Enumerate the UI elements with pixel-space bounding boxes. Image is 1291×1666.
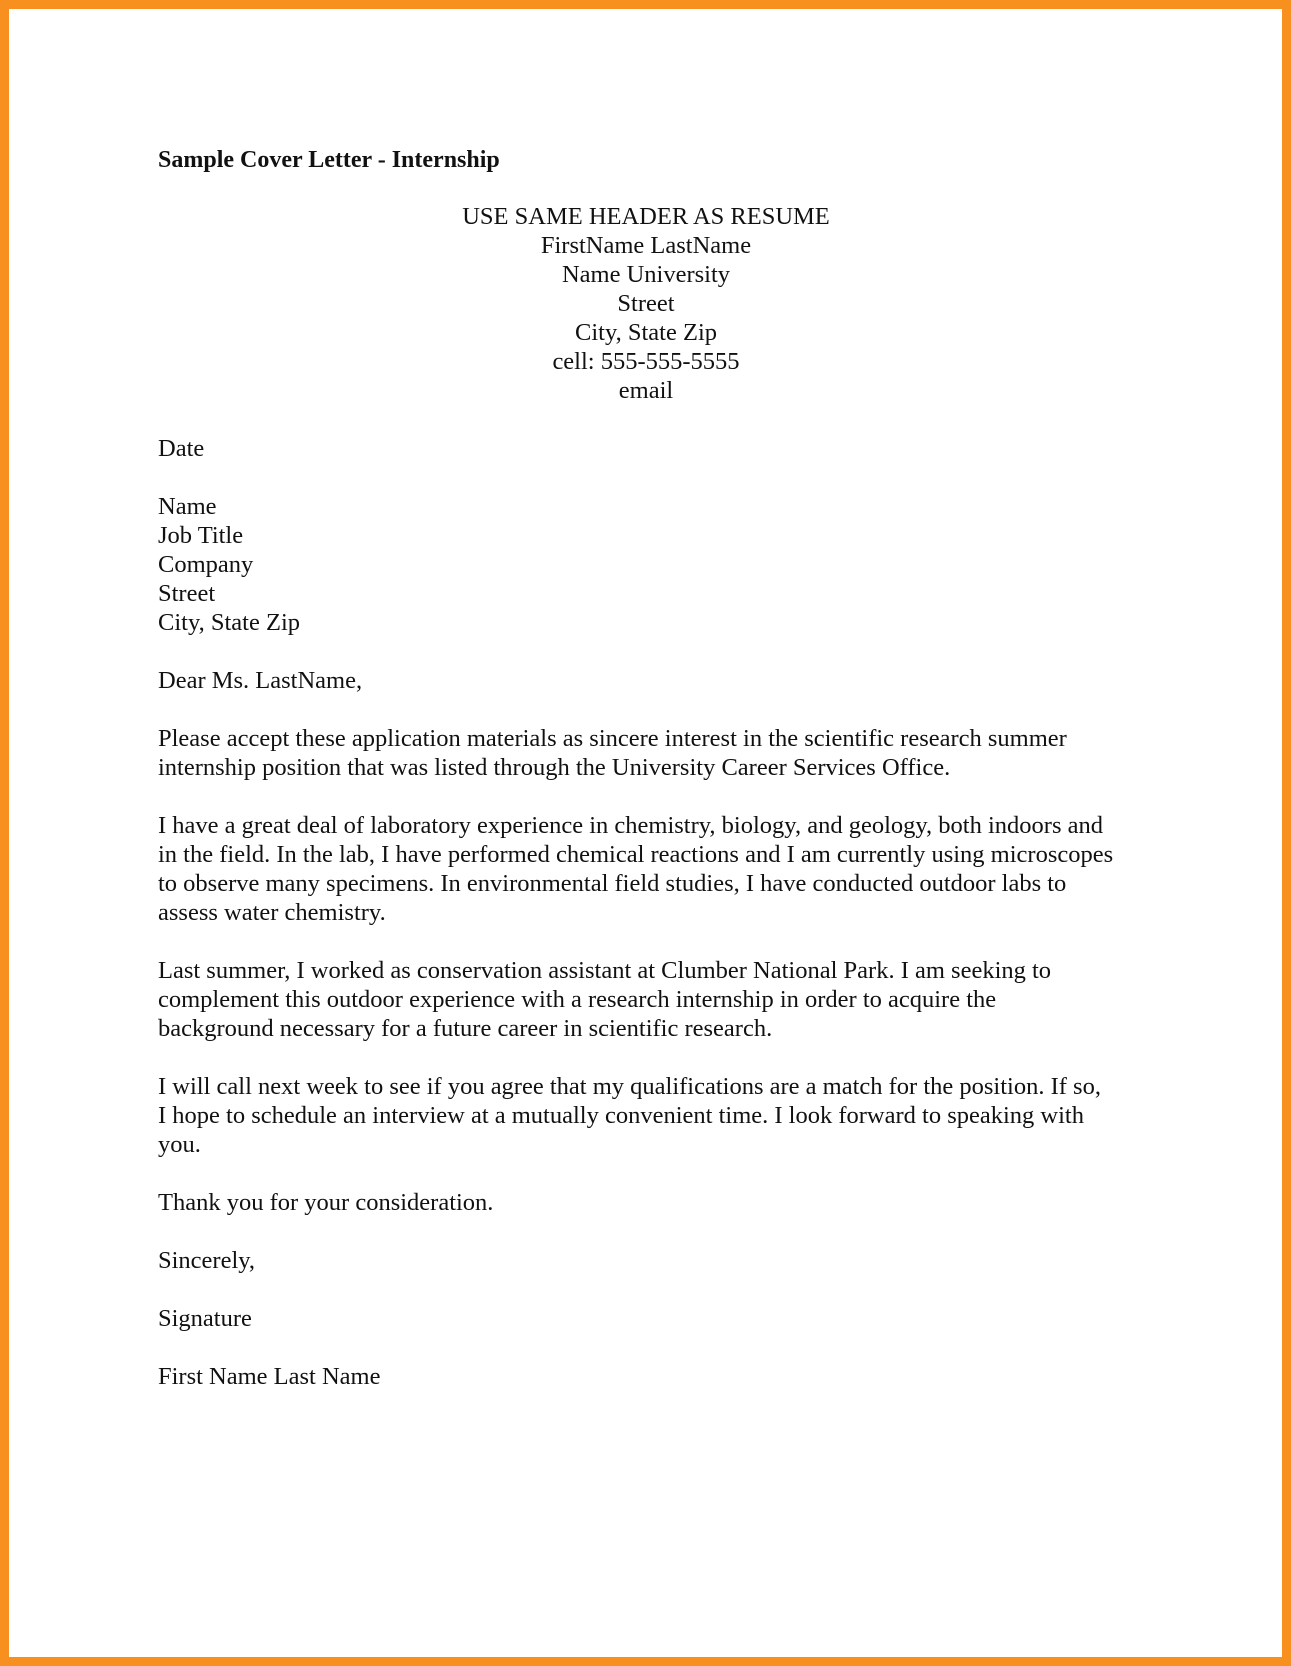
sender-header: [158, 202, 1134, 405]
paragraph-line: background necessary for a future career in scientific research.: [158, 1015, 773, 1042]
sender-university: Name University: [561, 261, 731, 288]
sender-phone: cell: 555-555-5555: [552, 348, 740, 375]
sign-off: Sincerely,: [158, 1247, 256, 1274]
recipient-address: [158, 492, 1138, 637]
paragraph-line: Please accept these application materials as sincere interest in the scientific research summer: [158, 725, 1067, 752]
body-paragraph-3: [158, 956, 1138, 1043]
recipient-name: Name: [158, 493, 217, 520]
body-paragraph-1: [158, 724, 1138, 782]
paragraph-line: in the field. In the lab, I have performed chemical reactions and I am currently using microscopes: [158, 841, 1114, 868]
letter-page: [158, 146, 1138, 1420]
signature-placeholder: Signature: [158, 1305, 252, 1332]
paragraph-line: internship position that was listed through the University Career Services Office.: [158, 754, 951, 781]
recipient-city-state-zip: City, State Zip: [158, 609, 300, 636]
printed-name: First Name Last Name: [158, 1363, 381, 1390]
closing-thanks: Thank you for your consideration.: [158, 1189, 494, 1216]
sender-street: Street: [617, 290, 675, 317]
paragraph-line: you.: [158, 1131, 201, 1158]
letter-date: Date: [158, 435, 205, 462]
sender-name: FirstName LastName: [540, 232, 752, 259]
paragraph-line: complement this outdoor experience with a research internship in order to acquire the: [158, 986, 997, 1013]
sender-city-state-zip: City, State Zip: [575, 319, 717, 346]
paragraph-line: Last summer, I worked as conservation assistant at Clumber National Park. I am seeking to: [158, 957, 1052, 984]
paragraph-line: I have a great deal of laboratory experience in chemistry, biology, and geology, both indoors and: [158, 812, 1103, 839]
body-paragraph-2: [158, 811, 1138, 927]
sender-email: email: [618, 377, 674, 404]
header-instruction: USE SAME HEADER AS RESUME: [462, 203, 830, 230]
paragraph-line: assess water chemistry.: [158, 899, 386, 926]
recipient-street: Street: [158, 580, 216, 607]
salutation: Dear Ms. LastName,: [158, 667, 363, 694]
recipient-company: Company: [158, 551, 254, 578]
paragraph-line: I will call next week to see if you agree that my qualifications are a match for the position. If so,: [158, 1073, 1101, 1100]
paragraph-line: to observe many specimens. In environmental field studies, I have conducted outdoor labs to: [158, 870, 1067, 897]
body-paragraph-4: [158, 1072, 1138, 1159]
document-title: Sample Cover Letter - Internship: [158, 147, 500, 173]
paragraph-line: I hope to schedule an interview at a mutually convenient time. I look forward to speaking with: [158, 1102, 1084, 1129]
recipient-job-title: Job Title: [158, 522, 244, 549]
